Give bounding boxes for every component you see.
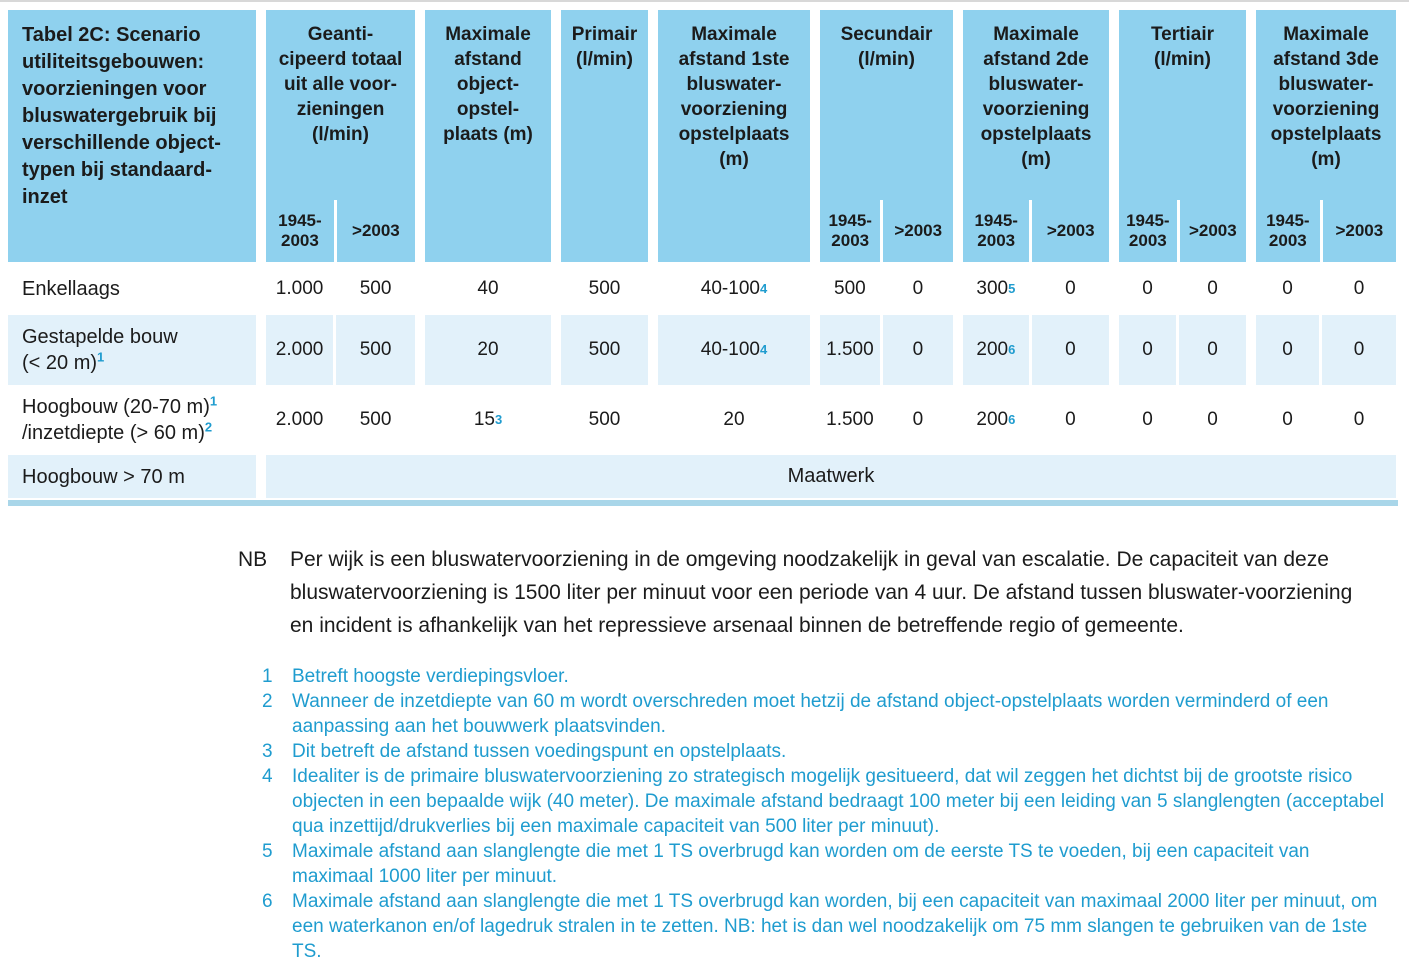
table-cell-anticipated [266,315,415,385]
table-cell: 300 5 [963,265,1029,312]
table-cell: 500 [336,388,415,452]
table-cell: 0 [1119,315,1176,385]
table-cell: 500 [820,265,880,312]
footnote-4 [262,764,1396,839]
col-header-label: Maximale afstand 1ste bluswater-voorziening opstelplaats (m) [678,24,790,170]
year-after-2003: >2003 [1188,221,1237,240]
maatwerk-cell: Maatwerk [266,455,1396,498]
footnote-marker: 2 [204,419,213,435]
col-header-anticipated-total [266,10,415,262]
table-cell: 40-100 4 [658,315,810,385]
table-bottom-rule [8,500,1398,506]
table-cell-second-distance [963,388,1109,452]
table-cell: 500 [561,315,648,385]
year-after-2003: >2003 [894,221,943,240]
footnote-number: 6 [262,891,273,912]
year-subheader [1256,200,1396,262]
row-label-text: /inzetdiepte (> 60 m)$^2$ [22,419,213,444]
footnote-number: 1 [262,666,273,687]
table-cell: 0 [1179,315,1246,385]
table-cell-second-distance [963,265,1109,312]
table-cell-third-distance [1256,265,1396,312]
year-after-2003: >2003 [352,221,400,240]
table-cell: 2.000 [266,388,333,452]
table-cell: 15 3 [425,388,551,452]
table-grid [8,10,1398,498]
row-label-text: Gestapelde bouw [22,326,178,348]
row-label-hoogbouw-70plus [8,455,256,498]
table-title-rest: : Scenario utiliteitsgebouwen: voorzieningen voor bluswatergebruik bij verschillende object-typen bij standaard-inzet [22,24,221,208]
col-header-primary [561,10,648,262]
table-cell: 0 [1322,265,1396,312]
col-header-label: Secundair (l/min) [840,24,933,70]
footnote-marker: 1 [97,349,105,365]
col-header-third-distance [1256,10,1396,262]
table-cell: 1.500 [820,315,880,385]
footnote-text: Dit betreft de afstand tussen voedingspunt en opstelplaats. [292,741,787,762]
table-cell: 40-100 4 [658,265,810,312]
table-cell-third-distance [1256,388,1396,452]
table-cell: 0 [1032,265,1109,312]
footnote-number: 5 [262,841,273,862]
row-label-text: (< 20 m)$^1$ [22,349,105,374]
table-cell: 2.000 [266,315,333,385]
table-cell: 0 [883,388,953,452]
table-cell: 0 [1032,315,1109,385]
table-cell: 500 [561,265,648,312]
table-cell: 0 [1119,388,1176,452]
nb-label: NB [238,548,268,571]
col-header-secondary [820,10,953,262]
footnote-marker: 1 [209,393,218,409]
footnote-number: 3 [262,741,273,762]
col-header-label: Primair (l/min) [571,24,638,70]
table-cell-second-distance [963,315,1109,385]
col-header-object-distance [425,10,551,262]
footnote-number: 4 [262,766,273,787]
table-cell: 1.500 [820,388,880,452]
table-cell-anticipated [266,265,415,312]
footnote-6 [262,889,1396,964]
col-header-second-distance [963,10,1109,262]
table-cell: 500 [336,315,415,385]
year-1945-2003: 1945-2003 [1126,211,1170,250]
nb-text: Per wijk is een bluswatervoorziening in de omgeving noodzakelijk in geval van escalatie. De capaciteit van deze bluswatervoorziening is 1500 liter per minuut voor een periode van 4 uur. De afstand tussen bluswater-voorziening en incident is afhankelijk van het repressieve arsenaal binnen de betreffende regio of gemeente. [290,548,1353,637]
row-label-enkellaags [8,265,256,312]
footnote-text: Betreft hoogste verdiepingsvloer. [292,666,569,687]
table-cell: 0 [1119,265,1176,312]
table-cell: 0 [1256,388,1319,452]
table-cell-tertiary [1119,315,1246,385]
nb-note [238,543,1368,642]
col-header-first-distance [658,10,810,262]
row-label-text: Hoogbouw (20-70 m)$^1$ [22,393,218,418]
col-header-label: Geanti-cipeerd totaal uit alle voor-zieningen (l/min) [278,24,403,145]
table-2c [8,10,1398,506]
footnote-1 [262,664,1396,689]
footnote-number: 2 [262,691,273,712]
col-header-label: Maximale afstand object-opstel-plaats (m) [443,24,533,145]
table-cell: 0 [1256,265,1319,312]
footnotes [262,664,1396,964]
page-top-rule [0,0,1409,2]
col-header-label: Maximale afstand 3de bluswater-voorziening opstelplaats (m) [1270,24,1382,170]
table-cell: 200 6 [963,315,1029,385]
col-header-tertiary [1119,10,1246,262]
row-label-text: Hoogbouw > 70 m [22,465,185,488]
table-cell-tertiary [1119,265,1246,312]
table-cell-third-distance [1256,315,1396,385]
row-label-text: Enkellaags [22,277,120,300]
table-cell-tertiary [1119,388,1246,452]
table-cell: 500 [561,388,648,452]
table-cell: 200 6 [963,388,1029,452]
table-cell: 0 [1179,265,1246,312]
footnote-text: Maximale afstand aan slanglengte die met 1 TS overbrugd kan worden om de eerste TS te voeden, bij een capaciteit van maximaal 1000 liter per minuut. [292,841,1310,887]
footnote-3 [262,739,1396,764]
col-header-label: Maximale afstand 2de bluswater-voorziening opstelplaats (m) [980,24,1092,170]
table-title [8,10,256,262]
year-subheader [1119,200,1246,262]
table-cell: 20 [658,388,810,452]
year-subheader [820,200,953,262]
table-cell: 500 [336,265,415,312]
footnote-text: Wanneer de inzetdiepte van 60 m wordt overschreden moet hetzij de afstand object-opstelplaats worden verminderd of een aanpassing aan het bouwwerk plaatsvinden. [292,691,1329,737]
footnote-2 [262,689,1396,739]
footnote-text: Idealiter is de primaire bluswatervoorziening zo strategisch mogelijk gesitueerd, dat wil zeggen het dichtst bij de grootste risico objecten in een bepaalde wijk (40 meter). De maximale afstand bedraagt 100 meter bij een leiding van 5 slanglengten (acceptabel qua inzettijd/drukverlies bij een maximale capaciteit van 500 liter per minuut). [292,766,1385,837]
year-subheader [963,200,1109,262]
table-cell: 0 [1256,315,1319,385]
year-1945-2003: 1945-2003 [278,211,322,250]
row-label-gestapelde-bouw [8,315,256,385]
year-after-2003: >2003 [1335,221,1384,240]
table-cell: 1.000 [266,265,333,312]
table-cell-secondary [820,265,953,312]
table-cell: 0 [1032,388,1109,452]
table-cell: 0 [1322,315,1396,385]
row-label-hoogbouw-20-70 [8,388,256,452]
table-cell-anticipated [266,388,415,452]
table-cell-secondary [820,388,953,452]
footnote-text: Maximale afstand aan slanglengte die met 1 TS overbrugd kan worden, bij een capaciteit van maximaal 2000 liter per minuut, om een waterkanon en/of lagedruk stralen in te zetten. NB: het is dan wel noodzakelijk om 75 mm slangen te gebruiken van de 1ste TS. [292,891,1378,962]
footnote-5 [262,839,1396,889]
year-subheader [266,200,415,262]
table-title-prefix: Tabel 2C [22,24,104,46]
year-1945-2003: 1945-2003 [974,211,1018,250]
table-cell-secondary [820,315,953,385]
table-cell: 0 [1179,388,1246,452]
year-1945-2003: 1945-2003 [828,211,872,250]
table-cell: 20 [425,315,551,385]
table-cell: 0 [883,265,953,312]
table-cell: 0 [1322,388,1396,452]
col-header-label: Tertiair (l/min) [1150,24,1214,70]
year-after-2003: >2003 [1046,221,1095,240]
table-cell: 0 [883,315,953,385]
year-1945-2003: 1945-2003 [1266,211,1310,250]
table-cell: 40 [425,265,551,312]
